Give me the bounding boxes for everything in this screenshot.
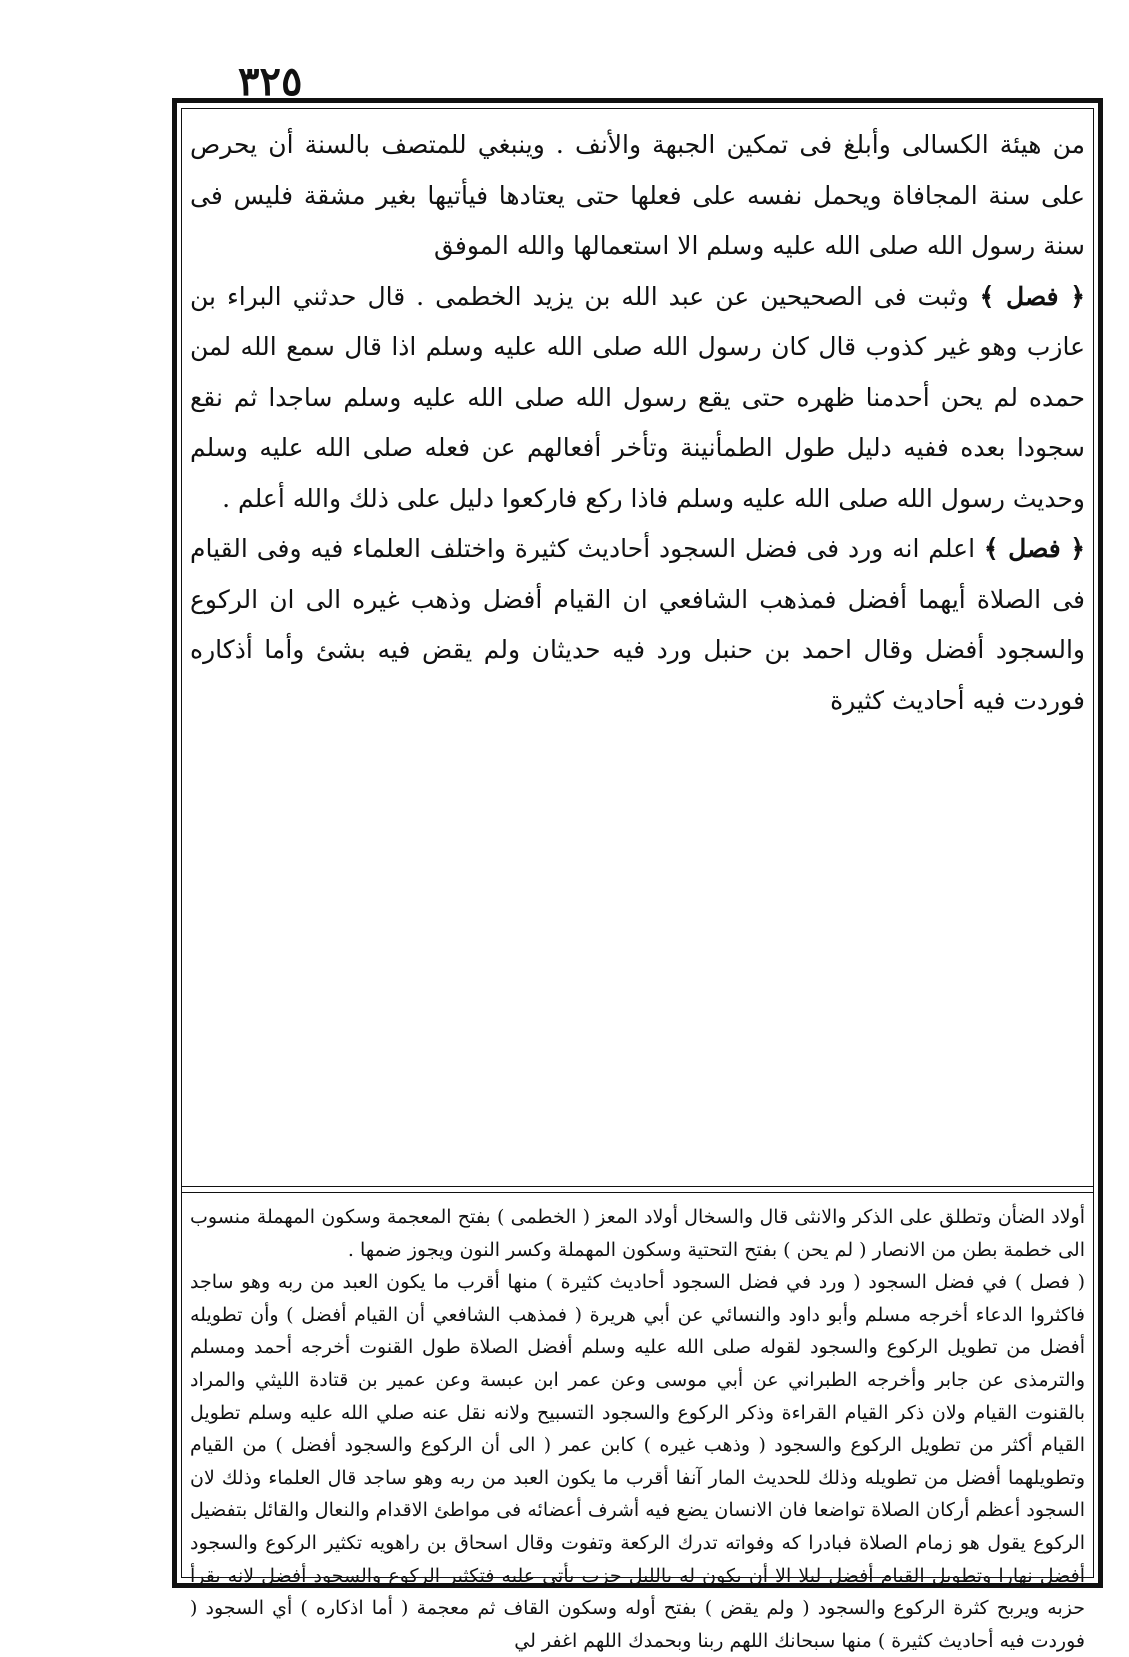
commentary [190,1201,1085,1652]
commentary-divider [181,1192,1094,1193]
section-marker: ﴿ فصل ﴾ [979,281,1086,311]
main-paragraph [190,524,1085,726]
section-marker: ﴿ فصل ﴾ [983,534,1085,563]
page-number: ٣٢٥ [238,58,303,105]
main-paragraph [190,120,1085,272]
commentary-paragraph: أولاد الضأن وتطلق على الذكر والانثى قال والسخال أولاد المعز ( الخطمى ) بفتح المعجمة وسكون المهملة منسوب الى خطمة بطن من الانصار ( لم يحن ) بفتح التحتية وسكون المهملة وكسر النون ويجوز ضمها . [190,1206,1085,1261]
main-paragraph-text: وثبت فى الصحيحين عن عبد الله بن يزيد الخطمى . قال حدثني البراء بن عازب وهو غير كذوب قال كان رسول الله صلى الله عليه وسلم اذا قال سمع الله لمن حمده لم يحن أحدمنا ظهره حتى يقع رسول الله صلى الله عليه وسلم ساجدا ثم نقع سجودا بعده ففيه دليل طول الطمأنينة وتأخر أفعالهم عن فعله صلى الله عليه وسلم وحديث رسول الله صلى الله عليه وسلم فاذا ركع فاركعوا دليل على ذلك والله أعلم . [190,281,1085,513]
main-paragraph-text: من هيئة الكسالى وأبلغ فى تمكين الجبهة والأنف . وينبغي للمتصف بالسنة أن يحرص على سنة المجافاة ويحمل نفسه على فعلها حتى يعتادها فيأتيها بغير مشقة فليس فى سنة رسول الله صلى الله عليه وسلم الا استعمالها والله الموفق [190,130,1085,260]
commentary-paragraph: ( فصل ) في فضل السجود ( ورد في فضل السجود أحاديث كثيرة ) منها أقرب ما يكون العبد من ربه وهو ساجد فاكثروا الدعاء أخرجه مسلم وأبو داود والنسائي عن أبي هريرة ( فمذهب الشافعي أن القيام أفضل ) وأن تطويله أفضل من تطويل الركوع والسجود لقوله صلى الله عليه وسلم أفضل الصلاة طول القنوت أخرجه أحمد ومسلم والترمذى عن جابر وأخرجه الطبراني عن أبي موسى وعن عمر ابن عبسة وعن عمير بن قتادة الليثي والمراد بالقنوت القيام ولان ذكر القيام القراءة وذكر الركوع والسجود التسبيح ولانه نقل عنه صلي الله عليه وسلم تطويل القيام أكثر من تطويل الركوع والسجود ( وذهب غيره ) كابن عمر ( الى أن الركوع والسجود أفضل ) من القيام وتطويلهما أفضل من تطويله وذلك للحديث المار آنفا أقرب ما يكون العبد من ربه وهو ساجد قال العلماء وذلك لان السجود أعظم أركان الصلاة تواضعا فان الانسان يضع فيه أشرف أعضائه فى مواطئ الاقدام والنعال والقائل بتفضيل الركوع يقول هو زمام الصلاة فبادرا كه وفواته تدرك الركعة وتفوت وقال اسحاق بن راهويه تكثير الركوع والسجود أفضل نهارا وتطويل القيام أفضل ليلا الا أن يكون له بالليل حزب يأتى عليه فتكثير الركوع والسجود أفضل لانه يقرأ حزبه ويربح كثرة الركوع والسجود ( ولم يقض ) بفتح أوله وسكون القاف ثم معجمة ( أما اذكاره ) أي السجود ( فوردت فيه أحاديث كثيرة ) منها سبحانك اللهم ربنا وبحمدك اللهم اغفر لي [190,1271,1085,1652]
main-paragraph-text: اعلم انه ورد فى فضل السجود أحاديث كثيرة واختلف العلماء فيه وفى القيام فى الصلاة أيهما أفضل فمذهب الشافعي ان القيام أفضل وذهب غيره الى ان الركوع والسجود أفضل وقال احمد بن حنبل ورد فيه حديثان ولم يقض فيه بشئ وأما أذكاره فوردت فيه أحاديث كثيرة [190,534,1085,715]
commentary-divider [181,1186,1094,1187]
main-paragraph [190,272,1085,525]
main-text [190,120,1085,1180]
